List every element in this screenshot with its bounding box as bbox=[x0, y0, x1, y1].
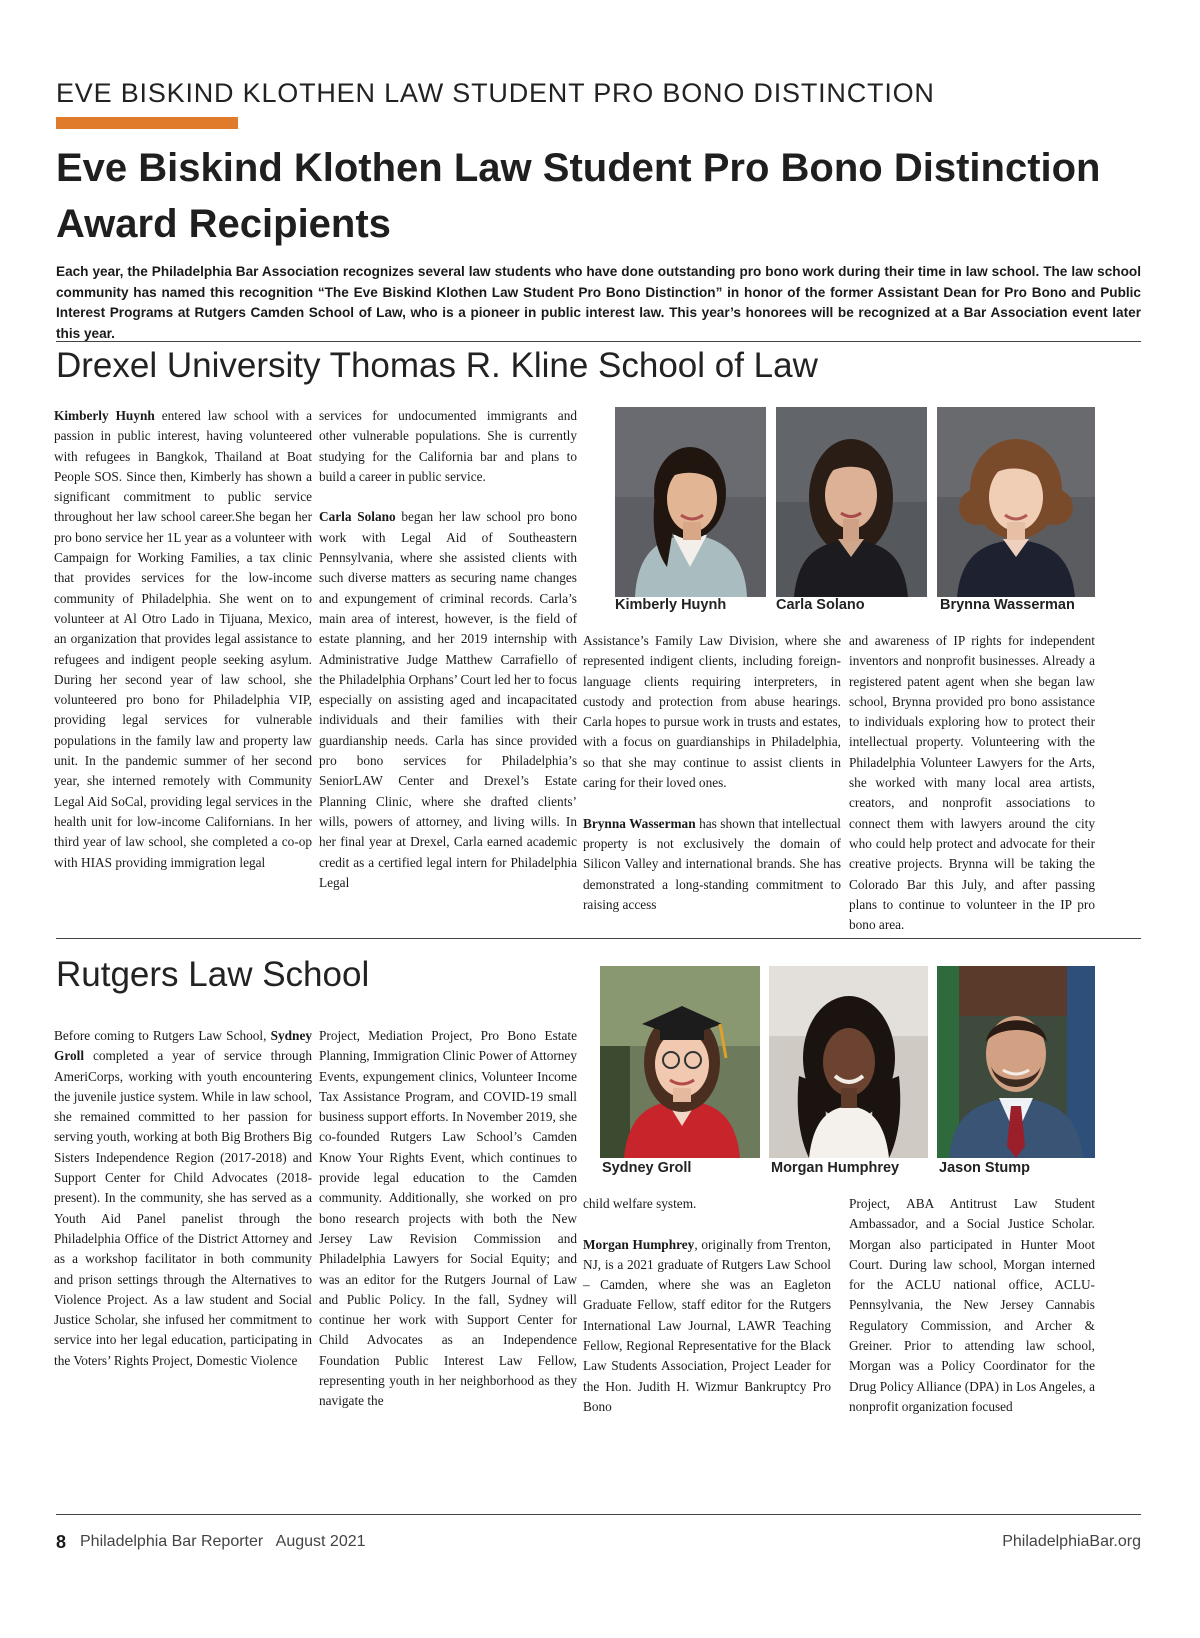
portrait-photo-carla-solano bbox=[776, 407, 927, 597]
photo-caption: Brynna Wasserman bbox=[940, 597, 1075, 613]
drexel-column-2 bbox=[319, 406, 577, 893]
drexel-heading: Drexel University Thomas R. Kline School of Law bbox=[56, 346, 818, 385]
website-link[interactable]: PhiladelphiaBar.org bbox=[1002, 1533, 1141, 1550]
section-divider bbox=[56, 341, 1141, 342]
paragraph: child welfare system. bbox=[583, 1196, 697, 1211]
portrait-photo-jason-stump bbox=[937, 966, 1095, 1158]
drexel-column-4 bbox=[849, 631, 1095, 935]
page-title-line-2: Award Recipients bbox=[56, 202, 391, 246]
paragraph: services for undocumented immigrants and other vulnerable populations. She is currently studying for the California bar and plans to build a career in public service. bbox=[319, 408, 577, 484]
student-name: Morgan Humphrey bbox=[583, 1236, 695, 1252]
rutgers-column-3 bbox=[583, 1194, 831, 1417]
photo-caption: Sydney Groll bbox=[602, 1160, 692, 1176]
rutgers-column-4 bbox=[849, 1194, 1095, 1417]
paragraph: Project, Mediation Project, Pro Bono Estate Planning, Immigration Clinic Power of Attorney Events, expungement clinics, Volunteer Income Tax Assistance Program, and COVID-19 small business support efforts. In November 2019, she co-founded Rutgers Law School’s Camden Know Your Rights Event, which continues to provide legal education to the Camden community. Additionally, she worked on pro bono research projects with both the New Jersey Law Revision Commission and Philadelphia Lawyers for Social Equity; and was an editor for the Rutgers Journal of Law and Public Policy. In the fall, Sydney will continue her work with Support Center for Child Advocates as an Independence Foundation Public Interest Law Fellow, representing youth in her neighborhood as they navigate the bbox=[319, 1028, 577, 1409]
paragraph: Project, ABA Antitrust Law Student Ambassador, and a Social Justice Scholar. Morgan also participated in Hunter Moot Court. During law school, Morgan interned for the ACLU national office, ACLU-Pennsylvania, the New Jersey Cannabis Regulatory Commission, and Archer & Greiner. Prior to attending law school, Morgan was a Policy Coordinator for the Drug Policy Alliance (DPA) in Los Angeles, a nonprofit organization focused bbox=[849, 1196, 1095, 1414]
rutgers-column-1 bbox=[54, 1026, 312, 1371]
page-title bbox=[56, 140, 1156, 252]
paragraph: Brynna Wasserman has shown that intellectual property is not exclusively the domain of Silicon Valley and international brands. She has demonstrated a long-standing commitment to raising access bbox=[583, 815, 841, 912]
page-title-line-1: Eve Biskind Klothen Law Student Pro Bono Distinction bbox=[56, 146, 1101, 190]
page-number: 8 bbox=[56, 1532, 67, 1552]
publication-info: Philadelphia Bar Reporter August 2021 bbox=[80, 1533, 366, 1550]
student-name: Kimberly Huynh bbox=[54, 408, 155, 423]
photo-caption: Morgan Humphrey bbox=[771, 1160, 900, 1176]
paragraph: Kimberly Huynh entered law school with a passion in public interest, having volunteered with refugees in Bangkok, Thailand at Boat People SOS. Since then, Kimberly has shown a significant commitment to public service throughout her law school career.She began her pro bono service her 1L year as a volunteer with Campaign for Working Families, a tax clinic that provides services for the low-income community of Philadelphia. She went on to volunteer at Al Otro Lado in Tijuana, Mexico, an organization that provides legal assistance to refugees and indigent people seeking asylum. During her second year of law school, she volunteered pro bono for Philadelphia VIP, providing legal services for vulnerable populations in the family law and property law unit. In the pandemic summer of her second year, she interned remotely with Community Legal Aid SoCal, providing legal services in the health unit for low-income Californians. In her third year of law school, she completed a co-op with HIAS providing immigration legal bbox=[54, 408, 313, 870]
section-divider bbox=[56, 938, 1141, 939]
photo-caption: Jason Stump bbox=[939, 1160, 1031, 1176]
drexel-column-3 bbox=[583, 631, 841, 915]
student-name: Sydney Groll bbox=[54, 1028, 312, 1064]
paragraph: and awareness of IP rights for independent inventors and nonprofit businesses. Already a registered patent agent when she began law school, Brynna provided pro bono assistance to individuals exploring how to protect their intellectual property. Volunteering with the Philadelphia Volunteer Lawyers for the Arts, she worked with many local area artists, creators, and nonprofit associations to connect them with lawyers around the city who could help protect and advocate for their creative projects. Brynna will be taking the Colorado Bar this July, and after passing plans to continue to volunteer in the IP pro bono area. bbox=[849, 633, 1095, 933]
footer-divider bbox=[56, 1514, 1141, 1515]
rutgers-column-2 bbox=[319, 1026, 577, 1412]
accent-bar bbox=[56, 117, 238, 129]
photo-caption: Carla Solano bbox=[776, 597, 865, 613]
paragraph: Morgan Humphrey, originally from Trenton, NJ, is a 2021 graduate of Rutgers Law School – Camden, where she was an Eagleton Graduate Fellow, staff editor for the Rutgers International Law Journal, LAWR Teaching Fellow, Regional Representative for the Black Law Students Association, Project Leader for the Hon. Judith H. Wizmur Bankruptcy Pro Bono bbox=[583, 1236, 831, 1414]
paragraph: Carla Solano began her law school pro bono work with Legal Aid of Southeastern Pennsylvania, where she assisted clients with such diverse matters as securing name changes and expungement of criminal records. Carla’s main area of interest, however, is the field of estate planning, and her 2019 internship with Administrative Judge Matthew Carrafiello of the Philadelphia Orphans’ Court led her to focus especially on assisting aged and incapacitated individuals and their families with their guardianship needs. Carla has since provided pro bono services for Philadelphia’s SeniorLAW Center and Drexel’s Estate Planning Clinic, where she drafted clients’ wills, powers of attorney, and living wills. In her final year at Drexel, Carla earned academic credit as a certified legal intern for Philadelphia Legal bbox=[319, 509, 577, 890]
student-name: Carla Solano bbox=[319, 509, 396, 525]
paragraph: Before coming to Rutgers Law School, Sydney Groll completed a year of service through AmeriCorps, working with youth encountering the juvenile justice system. While in law school, she remained committed to her passion for serving youth, working at both Big Brothers Big Sisters Independence Region (2017-2018) and Support Center for Child Advocates (2018-present). In the community, she has served as a Youth Aid Panel panelist through the Philadelphia Office of the District Attorney and as a workshop facilitator in both community and prison settings through the Alternatives to Violence Project. As a law student and Social Justice Scholar, she infused her commitment to service into her legal education, participating in the Voters’ Rights Project, Domestic Violence bbox=[54, 1028, 312, 1368]
paragraph: Assistance’s Family Law Division, where she represented indigent clients, including foreign-language clients requiring interpreters, in custody and protection from abuse hearings. Carla hopes to pursue work in trusts and estates, with a focus on guardianships in Philadelphia, so that she may continue to assist clients in caring for their loved ones. bbox=[583, 633, 841, 791]
section-kicker: EVE BISKIND KLOTHEN LAW STUDENT PRO BONO DISTINCTION bbox=[56, 78, 935, 108]
portrait-photo-sydney-groll bbox=[600, 966, 760, 1158]
intro-paragraph: Each year, the Philadelphia Bar Association recognizes several law students who have done outstanding pro bono work during their time in law school. The law school community has named this recognition “The Eve Biskind Klothen Law Student Pro Bono Distinction” in honor of the former Assistant Dean for Pro Bono and Public Interest Programs at Rutgers Camden School of Law, who is a pioneer in public interest law. This year’s honorees will be recognized at a Bar Association event later this year. bbox=[56, 264, 1141, 341]
portrait-photo-brynna-wasserman bbox=[937, 407, 1095, 597]
portrait-photo-morgan-humphrey bbox=[769, 966, 928, 1158]
rutgers-heading: Rutgers Law School bbox=[56, 955, 370, 994]
photo-caption: Kimberly Huynh bbox=[615, 597, 727, 613]
student-name: Brynna Wasserman bbox=[583, 815, 696, 831]
drexel-column-1 bbox=[54, 406, 312, 873]
portrait-photo-kimberly-huynh bbox=[615, 407, 766, 597]
